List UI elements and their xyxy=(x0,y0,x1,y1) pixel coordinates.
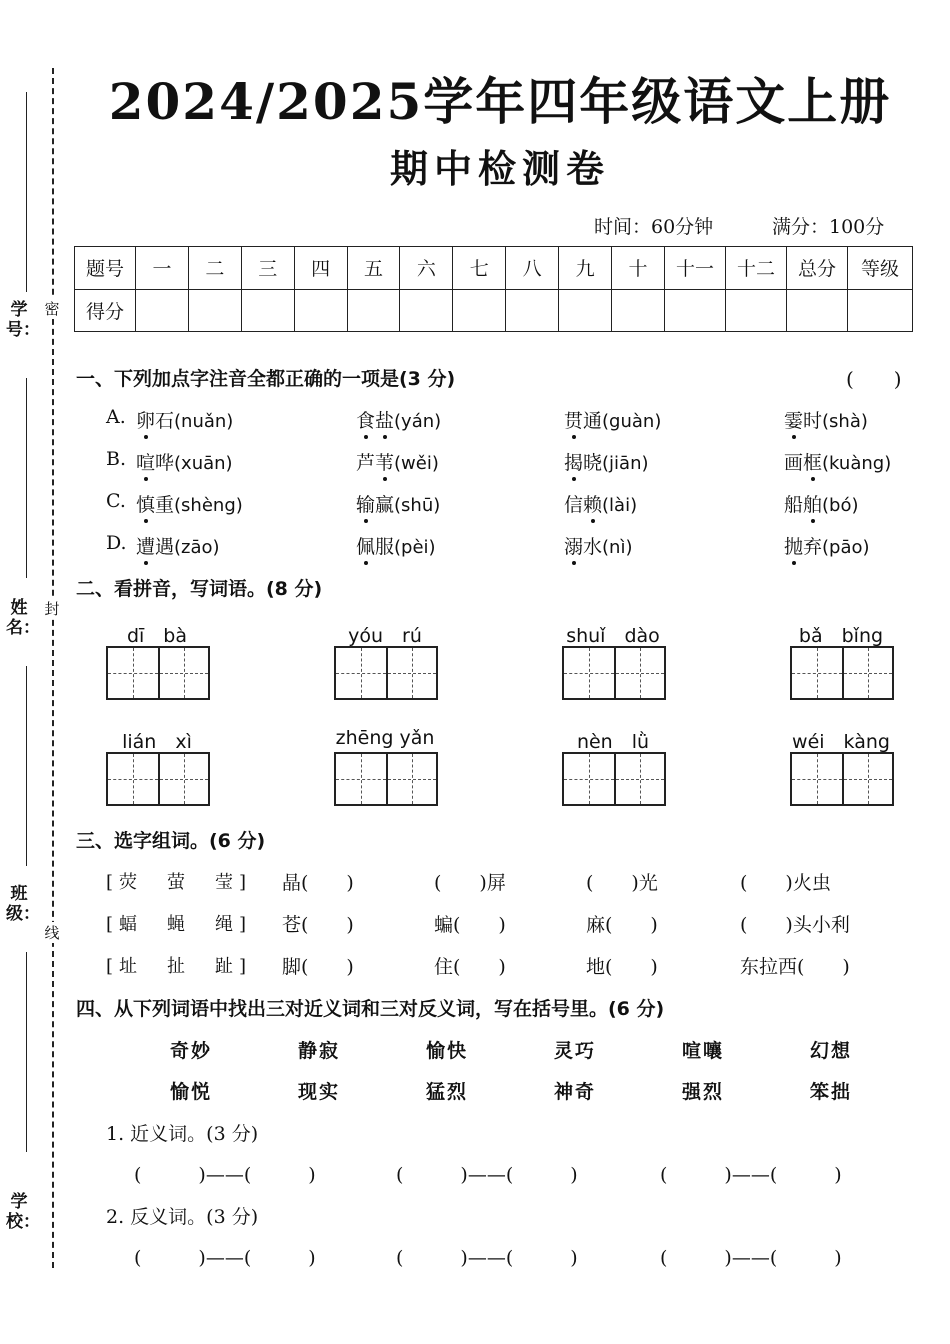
score-cell[interactable] xyxy=(400,289,453,332)
option-d-letter: D. xyxy=(106,532,127,554)
word-item: 愉快 xyxy=(426,1040,469,1062)
section1-answer-blank[interactable]: ( ) xyxy=(846,367,902,391)
fill-blank[interactable]: 蝙( ) xyxy=(434,914,506,936)
name-label: 姓名： xyxy=(6,598,40,638)
option-pinyin: (nì) xyxy=(602,537,633,558)
score-header-cell: 六 xyxy=(400,247,453,290)
score-cell[interactable] xyxy=(347,289,400,332)
pinyin-label: zhēng yǎn xyxy=(335,727,435,749)
score-row-label: 得分 xyxy=(75,289,136,332)
antonym-pair-blank[interactable]: ( )——( ) xyxy=(660,1247,842,1269)
option-c-item: 输赢(shū) xyxy=(356,494,441,516)
full-score: 满分：100分 xyxy=(772,216,885,238)
option-b-item: 揭晓(jiān) xyxy=(564,452,649,474)
writing-grid[interactable] xyxy=(334,646,438,700)
score-header-cell: 十二 xyxy=(726,247,787,290)
school-label: 学校： xyxy=(6,1192,40,1232)
fill-blank[interactable]: ( )头小利 xyxy=(740,914,850,936)
option-c-item: 慎重(shèng) xyxy=(136,494,243,516)
char-group: [荧 萤 莹] xyxy=(106,872,253,893)
antonym-pair-blank[interactable]: ( )——( ) xyxy=(134,1247,316,1269)
writing-grid[interactable] xyxy=(106,646,210,700)
option-word-char: 卵 xyxy=(136,410,156,432)
synonym-subtitle: 1. 近义词。(3 分) xyxy=(106,1123,259,1145)
class-rule xyxy=(26,952,27,1152)
option-b-item: 芦苇(wěi) xyxy=(356,452,439,474)
option-d-item: 溺水(nì) xyxy=(564,536,633,558)
option-pinyin: (wěi) xyxy=(394,453,439,474)
char-group: [址 扯 趾] xyxy=(106,956,253,977)
antonym-subtitle: 2. 反义词。(3 分) xyxy=(106,1206,259,1228)
writing-grid[interactable] xyxy=(562,646,666,700)
score-cell[interactable] xyxy=(241,289,294,332)
word-item: 现实 xyxy=(298,1081,341,1103)
word-item: 强烈 xyxy=(682,1081,725,1103)
student-no-rule xyxy=(26,92,27,292)
section2-title: 二、看拼音，写词语。(8 分) xyxy=(76,578,323,600)
exam-time: 时间：60分钟 xyxy=(594,216,714,238)
option-pinyin: (pāo) xyxy=(822,537,870,558)
synonym-pair-blank[interactable]: ( )——( ) xyxy=(134,1164,316,1186)
score-table-header-row xyxy=(75,247,913,290)
fill-blank[interactable]: ( )光 xyxy=(586,872,658,894)
pinyin-label: yóu rú xyxy=(348,625,422,647)
synonym-pair-blank[interactable]: ( )——( ) xyxy=(660,1164,842,1186)
section4-title: 四、从下列词语中找出三对近义词和三对反义词，写在括号里。(6 分) xyxy=(76,998,665,1020)
pinyin-label: lián xì xyxy=(122,731,192,753)
student-no-rule-lower xyxy=(26,378,27,578)
option-pinyin: (shèng) xyxy=(174,495,243,516)
char-group: [蝠 蝇 绳] xyxy=(106,914,253,935)
class-label: 班级： xyxy=(6,884,40,924)
option-pinyin: (yán) xyxy=(394,411,442,432)
word-item: 静寂 xyxy=(298,1040,341,1062)
option-pinyin: (guàn) xyxy=(602,411,662,432)
option-pinyin: (pèi) xyxy=(394,537,436,558)
option-b-item: 画框(kuàng) xyxy=(784,452,892,474)
binding-dashed-line xyxy=(52,68,54,1268)
option-c-item: 信赖(lài) xyxy=(564,494,638,516)
score-header-cell: 三 xyxy=(241,247,294,290)
option-a-letter: A. xyxy=(106,406,126,428)
score-cell[interactable] xyxy=(453,289,506,332)
word-item: 喧嚷 xyxy=(682,1040,725,1062)
option-d-item: 遭遇(zāo) xyxy=(136,536,220,558)
score-cell[interactable] xyxy=(612,289,665,332)
option-a-item: 贯通(guàn) xyxy=(564,410,662,432)
option-d-item: 抛弃(pāo) xyxy=(784,536,870,558)
score-cell[interactable] xyxy=(787,289,848,332)
word-item: 猛烈 xyxy=(426,1081,469,1103)
option-pinyin: (xuān) xyxy=(174,453,233,474)
option-pinyin: (jiān) xyxy=(602,453,649,474)
pinyin-label: nèn lǜ xyxy=(576,731,650,753)
score-cell[interactable] xyxy=(559,289,612,332)
section3-title: 三、选字组词。(6 分) xyxy=(76,830,266,852)
score-header-cell: 题号 xyxy=(75,247,136,290)
seal-mi: 密 xyxy=(42,298,62,319)
score-cell[interactable] xyxy=(188,289,241,332)
fill-blank[interactable]: 脚( ) xyxy=(282,956,354,978)
synonym-pair-blank[interactable]: ( )——( ) xyxy=(396,1164,578,1186)
score-cell[interactable] xyxy=(294,289,347,332)
student-no-label: 学号： xyxy=(6,300,40,340)
fill-blank[interactable]: 麻( ) xyxy=(586,914,658,936)
fill-blank[interactable]: ( )火虫 xyxy=(740,872,831,894)
fill-blank[interactable]: ( )屏 xyxy=(434,872,506,894)
score-cell[interactable] xyxy=(848,289,913,332)
page-title: 2024/2025学年四年级语文上册 xyxy=(108,72,892,131)
option-pinyin: (shà) xyxy=(822,411,868,432)
option-pinyin: (shū) xyxy=(394,495,441,516)
word-item: 奇妙 xyxy=(170,1040,213,1062)
fill-blank[interactable]: 地( ) xyxy=(586,956,658,978)
seal-xian: 线 xyxy=(42,922,62,943)
score-cell[interactable] xyxy=(506,289,559,332)
option-c-item: 船舶(bó) xyxy=(784,494,859,516)
pinyin-label: wéi kàng xyxy=(792,731,890,753)
word-item: 愉悦 xyxy=(170,1081,213,1103)
fill-blank[interactable]: 东拉西( ) xyxy=(740,956,850,978)
score-header-cell: 十 xyxy=(612,247,665,290)
fill-blank[interactable]: 晶( ) xyxy=(282,872,354,894)
option-c-letter: C. xyxy=(106,490,126,512)
option-b-item: 喧哗(xuān) xyxy=(136,452,233,474)
antonym-pair-blank[interactable]: ( )——( ) xyxy=(396,1247,578,1269)
score-header-cell: 八 xyxy=(506,247,559,290)
score-header-cell: 二 xyxy=(188,247,241,290)
score-header-cell: 七 xyxy=(453,247,506,290)
score-header-cell: 十一 xyxy=(665,247,726,290)
pinyin-label: dī bà xyxy=(126,625,188,647)
score-header-cell: 一 xyxy=(136,247,189,290)
score-header-cell: 总分 xyxy=(787,247,848,290)
word-item: 神奇 xyxy=(554,1081,597,1103)
score-table xyxy=(74,246,913,332)
fill-blank[interactable]: 住( ) xyxy=(434,956,506,978)
name-rule xyxy=(26,666,27,866)
writing-grid[interactable] xyxy=(790,646,894,700)
option-pinyin: (bó) xyxy=(822,495,859,516)
writing-grid[interactable] xyxy=(562,752,666,806)
score-table-score-row xyxy=(75,289,913,332)
page-subtitle: 期中检测卷 xyxy=(389,146,610,191)
writing-grid[interactable] xyxy=(334,752,438,806)
score-header-cell: 等级 xyxy=(848,247,913,290)
fill-blank[interactable]: 苍( ) xyxy=(282,914,354,936)
writing-grid[interactable] xyxy=(790,752,894,806)
score-header-cell: 四 xyxy=(294,247,347,290)
option-pinyin: (kuàng) xyxy=(822,453,892,474)
option-a-item: 霎时(shà) xyxy=(784,410,868,432)
writing-grid[interactable] xyxy=(106,752,210,806)
score-cell[interactable] xyxy=(136,289,189,332)
score-header-cell: 五 xyxy=(347,247,400,290)
option-d-item: 佩服(pèi) xyxy=(356,536,436,558)
word-item: 灵巧 xyxy=(554,1040,597,1062)
option-pinyin: (lài) xyxy=(602,495,638,516)
option-a-item: 食盐(yán) xyxy=(356,410,442,432)
score-cell[interactable] xyxy=(726,289,787,332)
option-a-item: 卵石(nuǎn) xyxy=(136,410,234,432)
score-cell[interactable] xyxy=(665,289,726,332)
word-item: 幻想 xyxy=(810,1040,853,1062)
option-pinyin: (nuǎn) xyxy=(174,411,234,432)
option-b-letter: B. xyxy=(106,448,127,470)
pinyin-label: bǎ bǐng xyxy=(798,625,884,647)
option-word-char: 盐 xyxy=(375,410,395,432)
section1-title: 一、下列加点字注音全都正确的一项是(3 分) xyxy=(76,368,456,390)
score-header-cell: 九 xyxy=(559,247,612,290)
word-item: 笨拙 xyxy=(810,1081,853,1103)
option-pinyin: (zāo) xyxy=(174,537,220,558)
seal-feng: 封 xyxy=(42,598,62,619)
pinyin-label: shuǐ dào xyxy=(566,625,660,647)
